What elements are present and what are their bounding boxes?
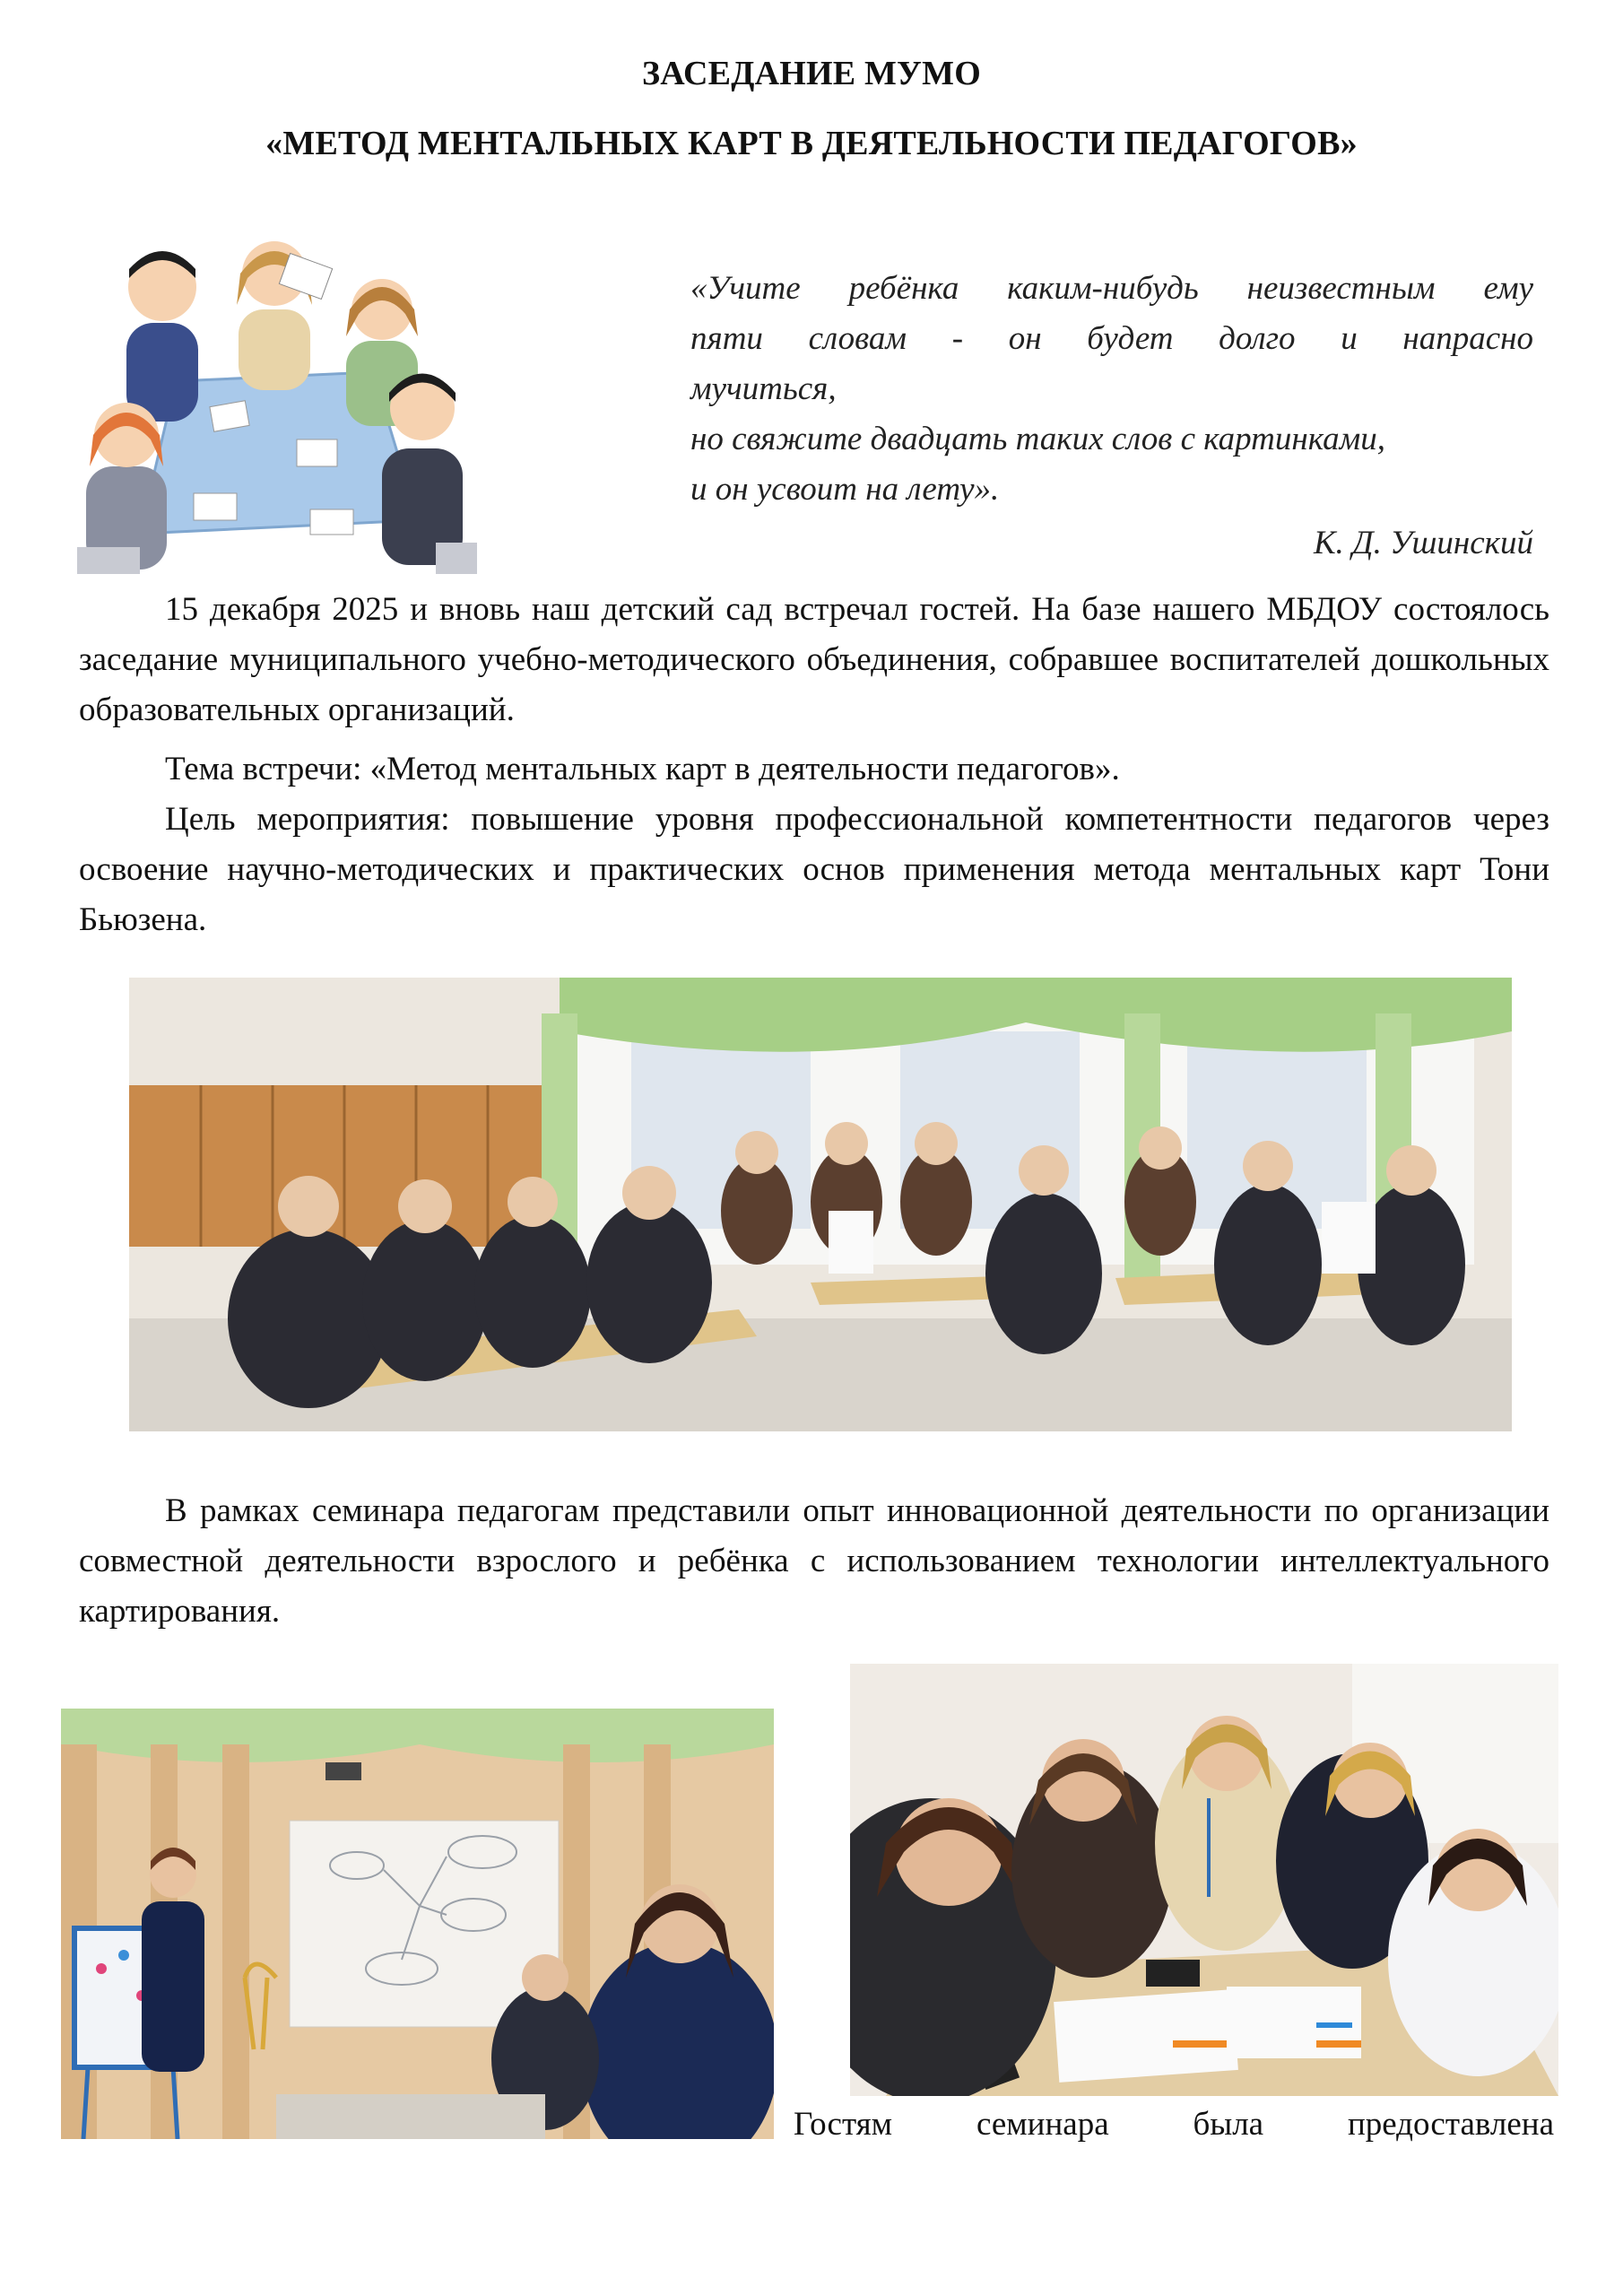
paragraph-seminar-text: В рамках семинара педагогам представили опыт инновационной деятельности по организации совместной деятельности взрослого и ребёнка с использованием технологии интеллектуального картирования. [79,1492,1549,1630]
quote-line: и он усвоит на лету». [690,471,1000,508]
paragraph-intro [79,585,1549,735]
page-title-line1: ЗАСЕДАНИЕ МУМО [642,55,981,92]
presentation-photo [61,1709,774,2139]
quote-line: мучиться, [690,370,837,407]
quote-line: пяти словам - он будет долго и напрасно [690,320,1533,357]
quote-line: но свяжите двадцать таких слов с картинками, [690,421,1385,457]
paragraph-topic [79,744,1549,795]
quote-author: К. Д. Ушинский [1313,525,1533,561]
paragraph-seminar [79,1486,1549,1637]
group-work-photo [850,1664,1558,2096]
paragraph-goal-text: Цель мероприятия: повышение уровня профессиональной компетентности педагогов через освоение научно-методических и практических основ применения метода ментальных карт Тони Бьюзена. [79,801,1549,938]
paragraph-intro-text: 15 декабря 2025 и вновь наш детский сад встречал гостей. На базе нашего МБДОУ состоялось заседание муниципального учебно-методического объединения, собравшее воспитателей дошкольных образовательных организаций. [79,591,1549,728]
seminar-room-photo [129,978,1512,1431]
meeting-clipart-image [77,224,477,574]
paragraph-goal [79,795,1549,945]
photo-caption: Гостям семинара была предоставлена [794,2106,1554,2143]
epigraph-quote [690,264,1533,515]
page-title-line2: «МЕТОД МЕНТАЛЬНЫХ КАРТ В ДЕЯТЕЛЬНОСТИ ПЕДАГОГОВ» [265,125,1358,162]
paragraph-topic-text: Тема встречи: «Метод ментальных карт в деятельности педагогов». [165,751,1120,787]
quote-line: «Учите ребёнка каким-нибудь неизвестным ему [690,270,1533,307]
